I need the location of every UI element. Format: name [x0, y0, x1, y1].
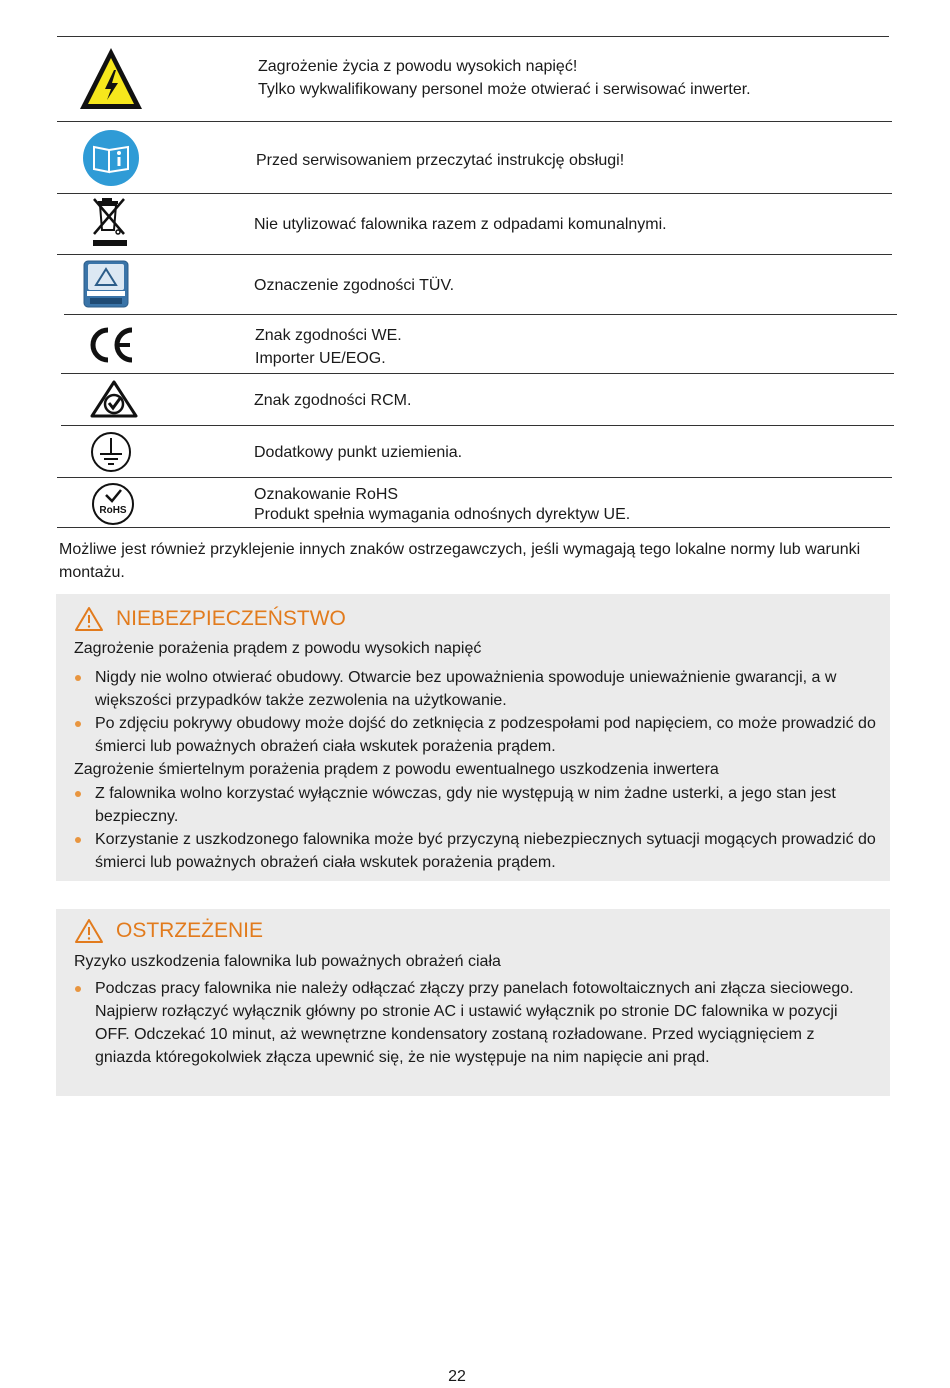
rohs-label: RoHS [99, 505, 127, 516]
high-voltage-warning-icon [78, 44, 144, 112]
list-item: Nigdy nie wolno otwierać obudowy. Otwarcie bez upoważnienia spowoduje unieważnienie gwarancji, a w większości przypadków także zezwolenia na użytkowanie. [74, 666, 889, 712]
ce-mark-icon [88, 326, 136, 364]
bullet-dot [75, 837, 81, 843]
warning-triangle-icon [74, 918, 104, 944]
rcm-mark-icon [89, 379, 139, 419]
table-rule [61, 425, 894, 426]
page-number: 22 [448, 1368, 466, 1385]
danger-subheading: Zagrożenie porażenia prądem z powodu wysokich napięć [74, 640, 482, 657]
danger-title: NIEBEZPIECZEŃSTWO [74, 606, 346, 632]
bullet-dot [75, 675, 81, 681]
bullet-dot [75, 986, 81, 992]
ground-point-icon [89, 431, 133, 473]
crossed-bin-icon [89, 196, 131, 248]
read-manual-icon [82, 129, 140, 187]
symbol-description: Oznaczenie zgodności TÜV. [254, 277, 455, 294]
warning-triangle-icon [74, 606, 104, 632]
bullet-dot [75, 721, 81, 727]
symbol-description: Znak zgodności WE. Importer UE/EOG. [255, 327, 402, 367]
symbol-description: Znak zgodności RCM. [254, 392, 412, 409]
danger-subheading: Zagrożenie śmiertelnym porażenia prądem z powodu ewentualnego uszkodzenia inwertera [74, 761, 719, 778]
symbol-description: Oznakowanie RoHS Produkt spełnia wymagania odnośnych dyrektyw UE. [254, 486, 631, 523]
bullet-dot [75, 791, 81, 797]
table-rule [61, 373, 894, 374]
table-rule [57, 121, 892, 122]
table-rule [57, 477, 892, 478]
symbol-description: Nie utylizować falownika razem z odpadami komunalnymi. [254, 216, 667, 233]
table-rule [57, 36, 889, 37]
danger-box [56, 594, 890, 881]
rohs-mark-icon [91, 482, 135, 526]
note-paragraph: Możliwe jest również przyklejenie innych znaków ostrzegawczych, jeśli wymagają tego lokalne normy lub warunki montażu. [59, 541, 861, 581]
table-rule [57, 527, 890, 528]
warning-title: OSTRZEŻENIE [74, 918, 263, 944]
list-item: Z falownika wolno korzystać wyłącznie wówczas, gdy nie występują w nim żadne usterki, a jego stan jest bezpieczny. [74, 782, 889, 828]
warning-box [56, 909, 890, 1096]
table-rule [57, 193, 892, 194]
symbol-description: Przed serwisowaniem przeczytać instrukcję obsługi! [256, 152, 625, 169]
list-item: Po zdjęciu pokrywy obudowy może dojść do zetknięcia z podzespołami pod napięciem, co może prowadzić do śmierci lub poważnych obrażeń ciała wskutek porażenia prądem. [74, 712, 889, 758]
warning-subheading: Ryzyko uszkodzenia falownika lub poważnych obrażeń ciała [74, 953, 501, 970]
symbol-description: Zagrożenie życia z powodu wysokich napięć! Tylko wykwalifikowany personel może otwierać i serwisować inwerter. [258, 58, 751, 98]
symbol-description: Dodatkowy punkt uziemienia. [254, 444, 463, 461]
table-rule [64, 314, 897, 315]
tuv-mark-icon [83, 260, 129, 308]
list-item: Podczas pracy falownika nie należy odłączać złączy przy panelach fotowoltaicznych ani złącza sieciowego. Najpierw rozłączyć wyłącznik główny po stronie AC i ustawić wyłącznik po stronie DC falownika w pozycji OFF. Odczekać 10 minut, aż wewnętrzne kondensatory zostaną rozładowane. Przed wyciągnięciem z gniazda któregokolwiek złącza upewnić się, że nie występuje na nim napięcie ani prąd. [74, 977, 864, 1069]
list-item: Korzystanie z uszkodzonego falownika może być przyczyną niebezpiecznych sytuacji mogących prowadzić do śmierci lub poważnych obrażeń ciała wskutek porażenia prądem. [74, 828, 889, 874]
table-rule [57, 254, 892, 255]
